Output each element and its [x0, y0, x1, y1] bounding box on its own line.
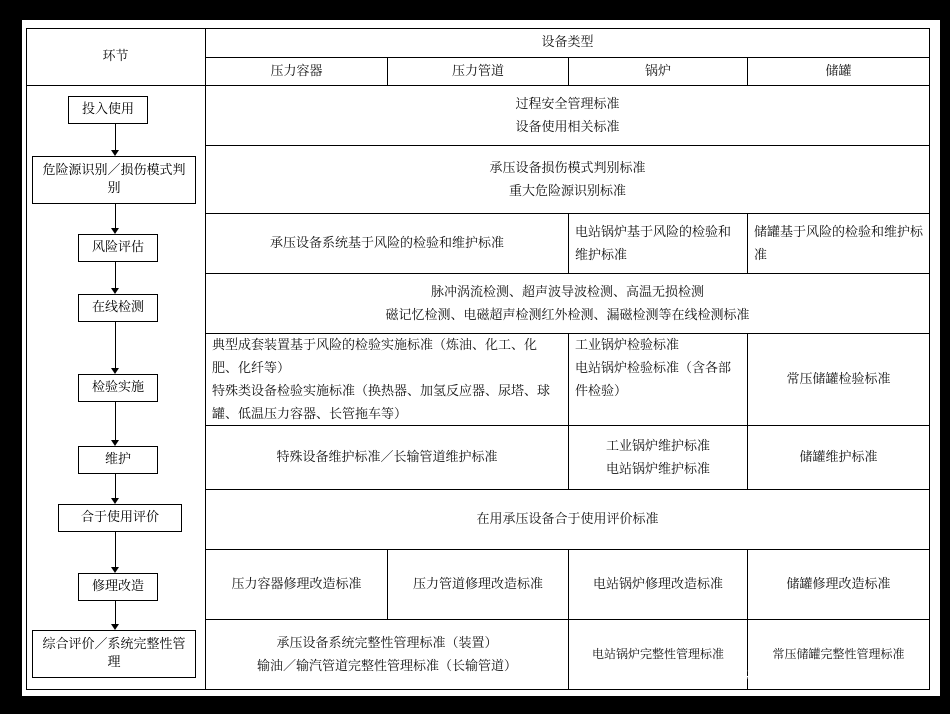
flow-arrow-head — [111, 567, 119, 573]
row-3-system-rbi: 承压设备系统基于风险的检验和维护标准 — [206, 214, 569, 274]
row-6-maintenance: 特殊设备维护标准／长输管道维护标准 — [206, 426, 569, 490]
flow-arrow-head — [111, 228, 119, 234]
row-6-tank-maintenance: 储罐维护标准 — [748, 426, 930, 490]
row-8-vessel-repair: 压力容器修理改造标准 — [206, 550, 388, 620]
standards-table — [26, 28, 930, 690]
flow-arrow-line — [115, 204, 116, 228]
row-9-boiler-integrity: 电站锅炉完整性管理标准 — [569, 620, 748, 690]
header-type-boiler: 锅炉 — [569, 58, 748, 86]
row-6-boiler-maintenance: 工业锅炉维护标准 电站锅炉维护标准 — [569, 426, 748, 490]
flow-arrow-line — [115, 402, 116, 440]
flow-arrow-head — [111, 150, 119, 156]
wechat-icon — [612, 668, 634, 686]
flow-arrow-line — [115, 322, 116, 368]
watermark-left: 201 — [58, 657, 85, 673]
flow-arrow-line — [115, 532, 116, 567]
stage-box-online-inspection: 在线检测 — [78, 294, 158, 322]
flow-arrow-line — [115, 601, 116, 624]
row-1-standards: 过程安全管理标准 设备使用相关标准 — [206, 86, 930, 146]
stage-box-commissioning: 投入使用 — [68, 96, 148, 124]
stage-box-inspection: 检验实施 — [78, 374, 158, 402]
stage-box-hazard-identification: 危险源识别／损伤模式判别 — [32, 156, 196, 204]
flow-arrow-head — [111, 368, 119, 374]
header-equipment-type: 设备类型 — [206, 28, 930, 58]
row-4-online-inspection: 脉冲涡流检测、超声波导波检测、高温无损检测 磁记忆检测、电磁超声检测红外检测、漏磁检测等在线检测标准 — [206, 274, 930, 334]
stage-box-risk-assessment: 风险评估 — [78, 234, 158, 262]
flow-arrow-head — [111, 498, 119, 504]
row-8-tank-repair: 储罐修理改造标准 — [748, 550, 930, 620]
row-2-standards: 承压设备损伤模式判别标准 重大危险源识别标准 — [206, 146, 930, 214]
stage-box-fitness-for-service: 合于使用评价 — [58, 504, 182, 532]
row-7-fitness-for-service: 在用承压设备合于使用评价标准 — [206, 490, 930, 550]
stage-box-maintenance: 维护 — [78, 446, 158, 474]
header-type-vessel: 压力容器 — [206, 58, 388, 86]
stage-box-integrity-management: 综合评价／系统完整性管理 — [32, 630, 196, 678]
flow-arrow-line — [115, 124, 116, 150]
header-stage: 环节 — [26, 28, 206, 86]
header-type-pipeline: 压力管道 — [388, 58, 569, 86]
flow-arrow-head — [111, 440, 119, 446]
flow-arrow-head — [111, 624, 119, 630]
flow-arrow-head — [111, 288, 119, 294]
row-8-pipeline-repair: 压力管道修理改造标准 — [388, 550, 569, 620]
header-type-tank: 储罐 — [748, 58, 930, 86]
row-9-tank-integrity: 常压储罐完整性管理标准 — [748, 620, 930, 690]
row-5-boiler-inspection: 工业锅炉检验标准 电站锅炉检验标准（含各部件检验） — [569, 334, 748, 426]
watermark-text: 石油化工设备维护与检修网 — [640, 668, 862, 689]
row-3-boiler-rbi: 电站锅炉基于风险的检验和维护标准 — [569, 214, 748, 274]
flow-arrow-line — [115, 474, 116, 498]
row-3-tank-rbi: 储罐基于风险的检验和维护标准 — [748, 214, 930, 274]
row-9-system-integrity: 承压设备系统完整性管理标准（装置） 输油／输汽管道完整性管理标准（长输管道） — [206, 620, 569, 690]
row-8-boiler-repair: 电站锅炉修理改造标准 — [569, 550, 748, 620]
row-5-tank-inspection: 常压储罐检验标准 — [748, 334, 930, 426]
row-5-inspection-implementation: 典型成套装置基于风险的检验实施标准（炼油、化工、化肥、化纤等） 特殊类设备检验实施标准（换热器、加氢反应器、尿塔、球罐、低温压力容器、长管拖车等） — [206, 334, 569, 426]
stage-box-repair: 修理改造 — [78, 573, 158, 601]
flow-arrow-line — [115, 262, 116, 288]
